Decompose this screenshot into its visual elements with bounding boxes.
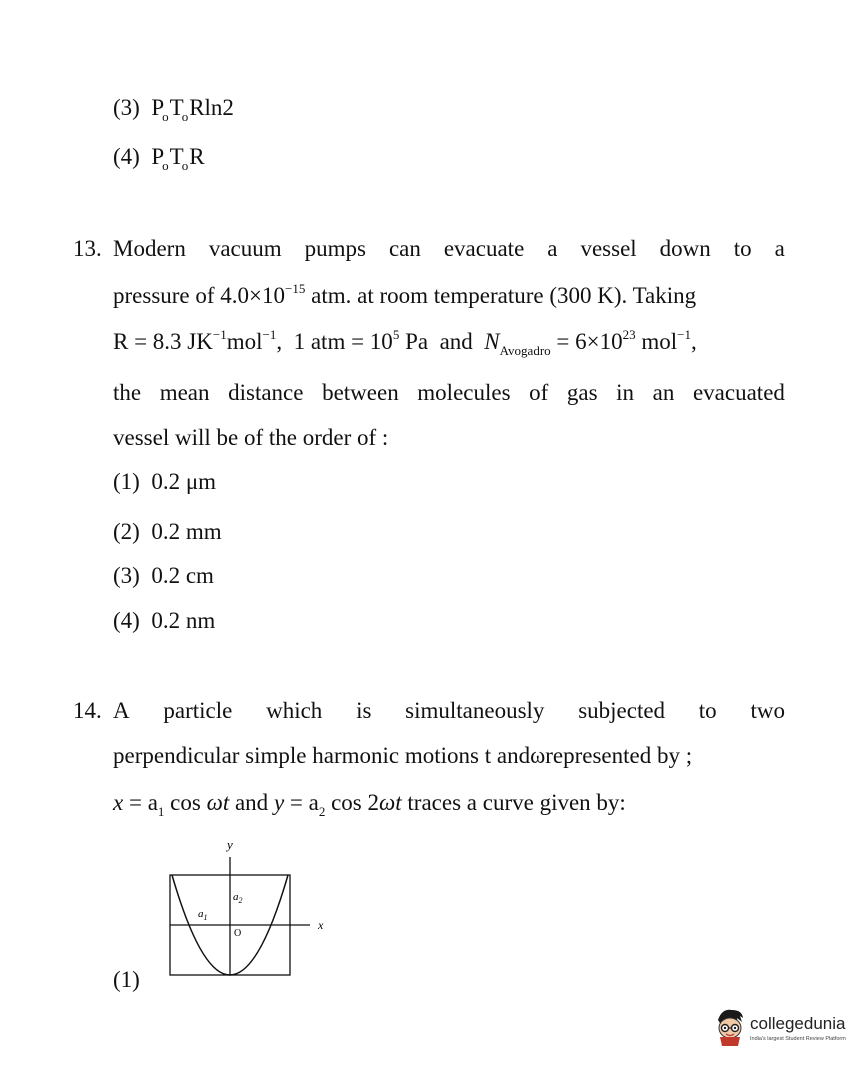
q13-option-2-text: 0.2 mm	[151, 519, 222, 544]
q13-l3-mol2: mol	[635, 329, 678, 354]
q13-l3-r-exp1: −1	[212, 327, 227, 342]
graph-a1-letter: a	[198, 908, 204, 920]
q13-number: 13.	[73, 236, 102, 261]
q13-l3-r-exp2: −1	[262, 327, 277, 342]
logo-tagline: India's largest Student Review Platform	[750, 1036, 846, 1042]
q13-l4-w2: distance	[228, 380, 304, 405]
q13-l4-w8: an	[652, 380, 675, 405]
q13-l4-w0: the	[113, 380, 142, 405]
q13-line-2	[113, 282, 785, 307]
q14-line-3	[113, 791, 785, 818]
q13-l1-w0: Modern	[113, 236, 186, 261]
q13-l4-w5: of	[529, 380, 549, 405]
q13-option-3	[113, 564, 214, 587]
q12-option-4-p: P	[151, 144, 165, 169]
q14-l1-w5: subjected	[578, 698, 666, 723]
q12-option-3-number: (3)	[113, 95, 140, 120]
q13-l3-mol: mol	[226, 329, 263, 354]
q14-l3-sub2: 2	[318, 804, 326, 819]
q14-l3-cos2: cos 2	[325, 790, 380, 815]
q13-l3-atm-exp: 5	[392, 327, 400, 342]
q13-l3-eq: = 6×10	[550, 329, 623, 354]
collegedunia-logo	[712, 1004, 862, 1054]
logo-mascot-icon	[712, 1006, 748, 1050]
q13-option-1-number: (1)	[113, 469, 140, 494]
graph-a1-sub: 1	[203, 913, 208, 922]
q13-l4-w4: molecules	[417, 380, 511, 405]
q14-l1-w4: simultaneously	[405, 698, 545, 723]
q14-l3-y: y	[273, 790, 285, 815]
q13-l1-w4: evacuate	[443, 236, 525, 261]
q14-l1-w1: particle	[163, 698, 233, 723]
q14-l3-arg2: ωt	[379, 790, 402, 815]
q12-option-3-sub-o2: o	[181, 109, 189, 124]
q12-option-4	[113, 145, 205, 172]
q14-option-1-label: (1)	[113, 967, 140, 992]
q14-l3-arg1: ωt	[206, 790, 230, 815]
graph-a2-sub: 2	[238, 896, 243, 905]
q12-option-3-t: T	[169, 95, 184, 120]
q13-l4-w9: evacuated	[692, 380, 785, 405]
q13-l1-w7: down	[659, 236, 711, 261]
graph-x-label: x	[318, 918, 324, 932]
q13-option-1	[113, 470, 216, 493]
q13-l3-eq-exp: 23	[622, 327, 636, 342]
q12-option-4-sub-o2: o	[181, 158, 189, 173]
q13-l4-w6: gas	[566, 380, 598, 405]
q14-line-1	[113, 699, 785, 722]
q13-l1-w6: vessel	[580, 236, 637, 261]
q13-option-2-number: (2)	[113, 519, 140, 544]
q13-option-1-text: 0.2 μm	[151, 469, 217, 494]
q14-l3-and: and	[229, 790, 274, 815]
q14-number: 14.	[73, 698, 102, 723]
q13-l2-exp: −15	[285, 281, 306, 296]
q13-line-1	[113, 237, 785, 260]
q14-line-2: perpendicular simple harmonic motions t andωrepresented by ;	[113, 743, 693, 768]
q12-option-3-sub-o1: o	[162, 109, 169, 124]
q13-option-3-text: 0.2 cm	[151, 563, 214, 588]
q14-l3-eq1: = a	[123, 790, 158, 815]
q13-l4-w7: in	[616, 380, 635, 405]
q13-line-5: vessel will be of the order of :	[113, 425, 389, 450]
logo-name: collegedunia	[750, 1014, 846, 1033]
q13-l4-w3: between	[322, 380, 399, 405]
q13-option-4-number: (4)	[113, 608, 140, 633]
graph-a1-label	[198, 908, 208, 922]
q12-option-4-sub-o1: o	[162, 158, 169, 173]
q13-option-4-text: 0.2 nm	[151, 608, 216, 633]
q13-l3-and: and	[439, 329, 473, 354]
q14-l1-w3: is	[356, 698, 372, 723]
q13-l2-a: pressure of 4.0×10	[113, 283, 286, 308]
q13-l3-r: R = 8.3 JK	[113, 329, 213, 354]
q13-option-2	[113, 520, 222, 543]
q14-l3-sub1: 1	[157, 804, 165, 819]
q13-l1-w1: vacuum	[208, 236, 282, 261]
q13-l1-w2: pumps	[304, 236, 366, 261]
q14-l1-w6: to	[698, 698, 717, 723]
q14-l3-x: x	[113, 790, 124, 815]
graph-origin-label: O	[234, 928, 242, 939]
graph-a2-label	[233, 891, 243, 905]
q14-l3-end: traces a curve given by:	[401, 790, 626, 815]
q13-l3-mol2-exp: −1	[677, 327, 691, 342]
graph-y-label: y	[227, 837, 233, 852]
graph-a2-letter: a	[233, 891, 239, 903]
q13-line-3	[113, 328, 785, 357]
q14-l3-eq2: = a	[284, 790, 319, 815]
q13-l3-n-sub: Avogadro	[499, 343, 551, 358]
q12-option-3	[113, 96, 234, 123]
q12-option-4-number: (4)	[113, 144, 140, 169]
q13-l3-atm: 1 atm = 10	[293, 329, 393, 354]
q12-option-4-rest: R	[189, 144, 205, 169]
q14-l1-w7: two	[750, 698, 785, 723]
q12-option-4-t: T	[169, 144, 184, 169]
q13-l4-w1: mean	[159, 380, 210, 405]
q12-option-3-rest: Rln2	[189, 95, 234, 120]
q14-l1-w0: A	[113, 698, 130, 723]
q13-l3-pa: Pa	[399, 329, 429, 354]
q13-option-3-number: (3)	[113, 563, 140, 588]
q13-l2-b: atm. at room temperature (300 K). Taking	[305, 283, 697, 308]
q13-l1-w8: to	[733, 236, 752, 261]
q14-l3-cos1: cos	[164, 790, 207, 815]
q14-option-1-graph	[160, 835, 340, 985]
q13-line-4	[113, 381, 785, 404]
q13-l1-w9: a	[774, 236, 785, 261]
q14-l1-w2: which	[266, 698, 323, 723]
q13-l1-w5: a	[547, 236, 558, 261]
q13-l1-w3: can	[388, 236, 421, 261]
q12-option-3-p: P	[151, 95, 165, 120]
q13-l3-n: N	[484, 329, 500, 354]
q13-l3-comma: ,	[276, 329, 283, 354]
q13-l3-end: ,	[690, 329, 697, 354]
q13-option-4	[113, 609, 215, 632]
